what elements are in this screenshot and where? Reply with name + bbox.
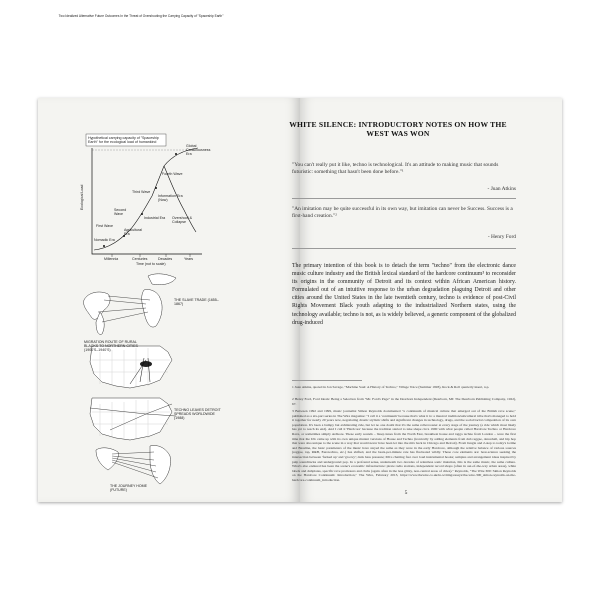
footnote-2: 2 Henry Ford, Ford Ideals: Being a Selection from "Mr. Ford's Page" in the Dearborn Independent (Dearborn, MI: The Dearborn Publishing Company, 1922), 67. (292, 397, 516, 406)
quote-divider-1 (292, 198, 516, 199)
europe-outline (148, 274, 176, 285)
americas-outline (84, 292, 110, 319)
marker-information (155, 187, 157, 189)
stage-third-wave: Third Wave (132, 190, 151, 194)
africa-outline-2 (150, 445, 171, 484)
techno-spread-map (90, 398, 176, 440)
figure-title: Two Idealized Alternative Future Outcomes In the Threat of Overshooting the Carrying Capacity of "Spaceship Earth" (58, 14, 224, 18)
stage-overshoot: Overshoot & Collapse (172, 216, 192, 225)
map-label-migration: MIGRATION ROUTE OF RURAL BLACKS TO NORTHERN CITIES (1900'S–1940'S) (84, 340, 138, 353)
slave-trade-map (84, 274, 176, 335)
footnote-divider (292, 380, 362, 381)
chart-note: Hypothetical carrying capacity of "Spaceship Earth" for the ecological load of humankind (88, 136, 159, 145)
epigraph-attribution-2: - Henry Ford (487, 234, 516, 240)
y-axis-label: Ecological Load (80, 184, 84, 210)
stage-fourth-wave: Fourth Wave (162, 172, 183, 176)
stage-agricultural: Agricultural Era (124, 228, 142, 237)
journey-home-map (96, 445, 171, 484)
x-tick-centuries: Centuries (132, 257, 148, 261)
stage-information: Information Era (Now) (158, 194, 183, 203)
x-axis-label: Time (not to scale) (136, 262, 166, 266)
x-tick-decades: Decades (158, 257, 173, 261)
stage-first-wave: First Wave (96, 224, 114, 228)
stage-industrial: Industrial Era (144, 216, 166, 220)
stage-nomadic: Nomadic Era (94, 238, 115, 242)
marker-industrial (141, 213, 143, 215)
map-label-techno: TECHNO LEAVES DETROIT SPREADS WORLDWIDE (1988) (174, 408, 221, 421)
stage-global: Global Consciousness Era (186, 144, 211, 157)
footnote-3: 3 Between 1992 and 1999, music journalist Simon Reynolds documented "a continuum of musical culture that emerged out of the British rave scene," published as a six-part series in The Wire magazine: "I call it a 'continuum' because that's what it is: a musical tradition/subcultural tribe that's managed to hold it together for nearly 20 years now, negotiating drastic stylistic shifts and significant changes in technology, drugs, and the social/racial composition of its own population. It's been a bumpy but exhilarating ride, but let no one doubt that it's the same rollercoaster at every stage of the journey (a ride which most likely has yet to reach its end). And I call it 'Hardcore' because the tradition started to take shape circa 1990 with what people called Hardcore Techno or Hardcore Rave, or sometimes simply Ardkore. These early sounds – bleep tunes from the North East, breakbeat house and ragga techno from London – were the first time that the UK came up with its own unique mutant versions of House and Techno (ironically by adding elements from dub reggae, dancehall, and hip hop that were also unique to the scene in a way that would never have been let into the mix back in Chicago and Detroit). From Jungle and 2-step to today's Grime and Bassline, the basic parameters of the music have stayed the same as they were in the early Hardcore, although the relative balance of various sources (reggae, rap, R&B, Eurotechno, etc.) has shifted, and the beats-per-minute rate has fluctuated wildly. These core elements are: beat-science seeking the intersection between 'fucked up' and 'groovy'; dark bass pressure; MCs chatting fast over loud instrumental hooks; samples and arrangement ideas inspired by pulp soundtracks and underground pop. In a profound sense, underneath two decades of relentless sonic mutation, this is the same music, the same culture. What's also endured has been the scene's economic infrastructure: pirate radio stations, independent record shops (often in out-of-the-way urban areas), white labels and dubplates, specific rave promoters and clubs (again often in the less glitzy, non-central areas of cities)." Reynolds, "The Wire 300: Simon Reynolds on the Hardcore Continuum: Introduction," The Wire, February 2013, https://www.thewire.co.uk/in-writing/essays/the-wire-300_simon-reynolds-on-the-hardcore-continuum_introduction. (292, 409, 516, 482)
chapter-title: WHITE SILENCE: INTRODUCTORY NOTES ON HOW THE WEST WAS WON (289, 120, 507, 139)
americas-outline-2 (96, 448, 118, 470)
page-number: 5 (404, 490, 408, 496)
marker-nomadic (103, 245, 105, 247)
footnote-1: 1 Juan Atkins, quoted in Jon Savage, "Machine Soul: A History of Techno," Village Voice (Summer 1993), Rock & Roll quarterly insert, n.p. (292, 385, 490, 389)
body-paragraph: The primary intention of this book is to detach the term "techno" from the electronic dance music culture industry and the British lexical standard of the hardcore continuum³ to reconsider its origins in the community of Detroit and its context within African American history. Formulated out of an intuitive response to the urban degradation plaguing Detroit and other cities around the United States in the late twentieth century, techno is evidence of post-Civil Rights Movement Black youth adapting to the industrialized Northern states, using the technology available; techno is not, as is widely believed, a generic component of the globalized drug-induced (292, 263, 516, 326)
map-label-slave-trade: THE SLAVE TRADE (1655–1867) (174, 298, 219, 307)
epigraph-quote-2: "An imitation may be quite successful in its own way, but imitation can never be Success. Success is a first-hand creation."² (292, 206, 513, 220)
epigraph-quote-1: "You can't really put it like, techno is technological. It's an attitude to making music that sounds futuristic: something that hasn't been done before."¹ (292, 162, 499, 176)
x-tick-years: Years (184, 257, 194, 261)
map-label-journey-home: THE JOURNEY HOME (FUTURE) (110, 484, 148, 493)
quote-divider-2 (292, 248, 516, 249)
stage-second-wave: Second Wave (114, 208, 127, 217)
marker-global (175, 153, 177, 155)
usa-outline-2 (90, 398, 172, 440)
epigraph-attribution-1: - Juan Atkins (487, 186, 516, 192)
x-tick-millennia: Millennia (104, 257, 119, 261)
